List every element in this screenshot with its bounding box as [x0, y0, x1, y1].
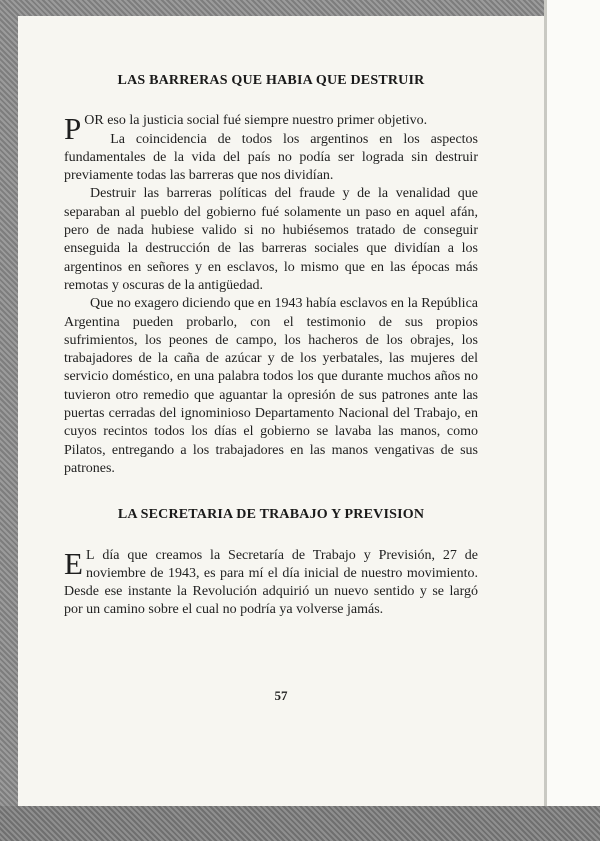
small-caps-text: OR: [84, 113, 104, 129]
small-caps-text: L: [85, 547, 95, 563]
paragraph-text: día que creamos la Secretaría de Trabajo y Previsión, 27 de noviembre de 1943, es para mí el día inicial de nuestro movimiento. Desde ese instante la Revolución adquirió un nuevo sentido y se largó por un camino sobre el cual no podría ya volverse jamás.: [64, 547, 478, 618]
section-heading-secretaria: LA SECRETARIA DE TRABAJO Y PREVISION: [117, 507, 425, 523]
page-margin-strip: [544, 0, 600, 841]
paragraph-text: eso la justicia social fué siempre nuestro primer objetivo.: [103, 113, 428, 129]
page-text: [64, 72, 478, 620]
drop-cap: E: [64, 545, 83, 581]
paragraph-5: [64, 547, 478, 620]
paragraph-1: [64, 111, 478, 147]
drop-cap: P: [64, 111, 82, 147]
paragraph-3: Destruir las barreras políticas del fraude y de la venalidad que separaban al pueblo del gobierno fué solamente un paso en aquel afán, pero de nada hubiese valido si no hubiésemos tratado de conseguir enseguida la destrucción de las barreras sociales que dividían a los argentinos en señores y en esclavos, lo mismo que en las épocas más remotas y oscuras de la antigüedad.: [64, 186, 478, 293]
section-heading-barreras: LAS BARRERAS QUE HABIA QUE DESTRUIR: [117, 73, 425, 88]
scan-bottom-edge: [0, 806, 600, 841]
paragraph-4: Que no exagero diciendo que en 1943 había esclavos en la República Argentina pueden probarlo, con el testimonio de sus propios sufrimientos, los peones de campo, los hacheros de los obrajes, los trabajadores de la caña de azúcar y de los yerbatales, las mujeres del servicio doméstico, en una palabra todos los que durante muchos años no tuvieron otro remedio que aguantar la opresión de sus patrones ante las puertas cerradas del ignominioso Departamento Nacional del Trabajo, en cuyos recintos todos los días el gobierno se lavaba las manos, como Pilatos, entregando a los trabajadores en las manos vengativas de sus patrones.: [64, 296, 478, 476]
paragraph-2: La coincidencia de todos los argentinos en los aspectos fundamentales de la vida del país no podía ser lograda sin destruir previamente todas las barreras que nos dividían.: [64, 131, 478, 184]
page-number: 57: [274, 688, 288, 703]
